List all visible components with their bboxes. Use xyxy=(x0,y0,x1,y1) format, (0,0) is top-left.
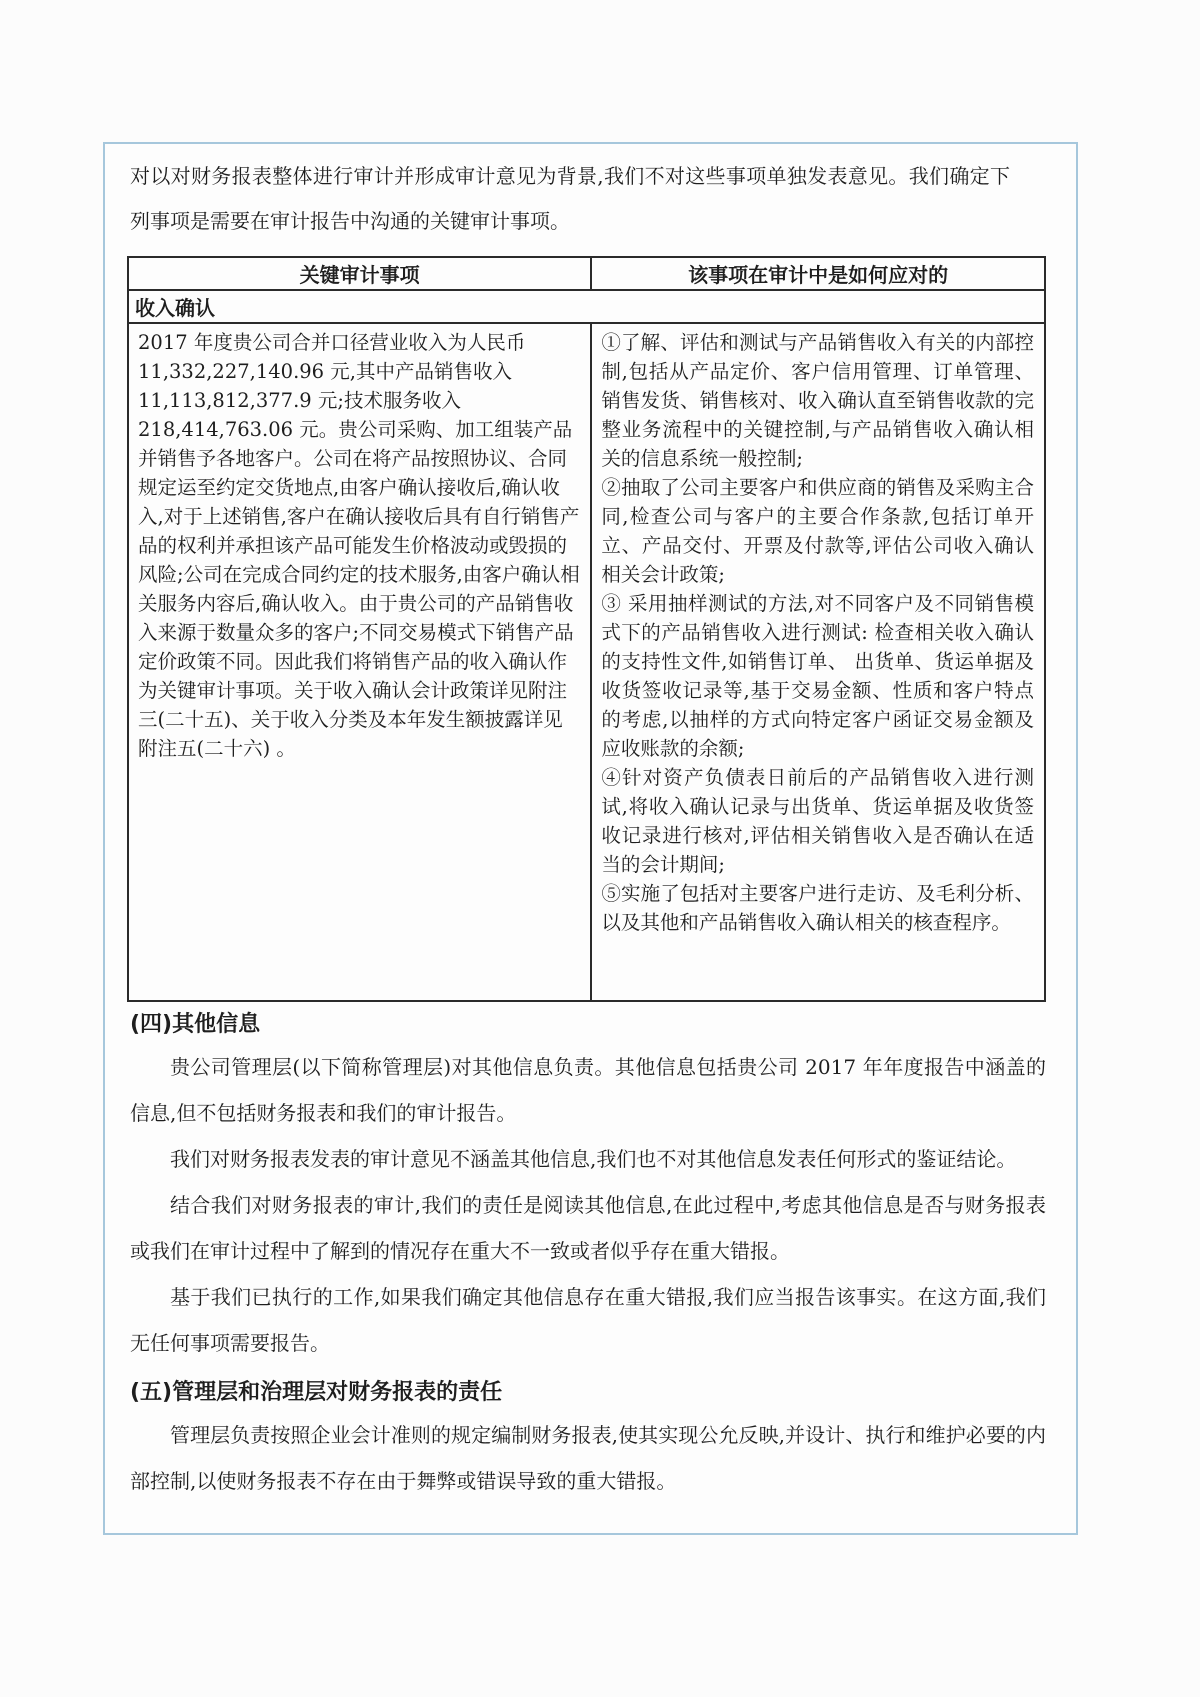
response-item-1: ①了解、评估和测试与产品销售收入有关的内部控制,包括从产品定价、客户信用管理、订单管理、销售发货、销售核对、收入确认直至销售收款的完整业务流程中的关键控制,与产品销售收入确认相关的信息系统一般控制; xyxy=(601,331,1034,470)
response-cell xyxy=(591,323,1045,1001)
section-paragraph: 结合我们对财务报表的审计,我们的责任是阅读其他信息,在此过程中,考虑其他信息是否与财务报表或我们在审计过程中了解到的情况存在重大不一致或者似乎存在重大错报。 xyxy=(130,1193,1046,1263)
section-heading-management-responsibility: (五)管理层和治理层对财务报表的责任 xyxy=(130,1380,503,1405)
key-matter-cell: 2017 年度贵公司合并口径营业收入为人民币11,332,227,140.96 元,其中产品销售收入11,113,812,377.9 元;技术服务收入218,414,763.06 元。贵公司采购、加工组装产品并销售予各地客户。公司在将产品按照协议、合同规定运至约定交货地点,由客户确认接收后,确认收入,对于上述销售,客户在确认接收后具有自行销售产品的权利并承担该产品可能发生价格波动或毁损的风险;公司在完成合同约定的技术服务,由客户确认相关服务内容后,确认收入。由于贵公司的产品销售收入来源于数量众多的客户;不同交易模式下销售产品定价政策不同。因此我们将销售产品的收入确认作为关键审计事项。关于收入确认会计政策详见附注三(二十五)、关于收入分类及本年发生额披露详见附注五(二十六) 。 xyxy=(128,323,591,1001)
section-paragraph: 贵公司管理层(以下简称管理层)对其他信息负责。其他信息包括贵公司 2017 年年度报告中涵盖的信息,但不包括财务报表和我们的审计报告。 xyxy=(130,1055,1046,1125)
response-item-3: ③ 采用抽样测试的方法,对不同客户及不同销售模式下的产品销售收入进行测试: 检查相关收入确认的支持性文件,如销售订单、 出货单、货运单据及收货签收记录等,基于交易金额、性质和客户特点的考虑,以抽样的方式向特定客户函证交易金额及应收账款的余额; xyxy=(601,592,1034,760)
table-header-row xyxy=(128,257,1045,290)
section-paragraph: 我们对财务报表发表的审计意见不涵盖其他信息,我们也不对其他信息发表任何形式的鉴证结论。 xyxy=(170,1147,1017,1171)
intro-paragraph: 对以对财务报表整体进行审计并形成审计意见为背景,我们不对这些事项单独发表意见。我们确定下列事项是需要在审计报告中沟通的关键审计事项。 xyxy=(130,164,1010,233)
document-border-frame xyxy=(103,142,1078,1535)
section-other-information xyxy=(130,1008,1046,1366)
table-content-row xyxy=(128,323,1045,1001)
section-management-responsibility xyxy=(130,1376,1046,1504)
table-group-row xyxy=(128,290,1045,323)
response-item-5: ⑤实施了包括对主要客户进行走访、及毛利分析、以及其他和产品销售收入确认相关的核查程序。 xyxy=(601,882,1034,934)
section-paragraph: 管理层负责按照企业会计准则的规定编制财务报表,使其实现公允反映,并设计、执行和维护必要的内部控制,以使财务报表不存在由于舞弊或错误导致的重大错报。 xyxy=(130,1423,1046,1493)
response-item-4: ④针对资产负债表日前后的产品销售收入进行测试,将收入确认记录与出货单、货运单据及收货签收记录进行核对,评估相关销售收入是否确认在适当的会计期间; xyxy=(601,766,1034,876)
section-paragraph: 基于我们已执行的工作,如果我们确定其他信息存在重大错报,我们应当报告该事实。在这方面,我们无任何事项需要报告。 xyxy=(130,1285,1046,1355)
section-heading-other-information: (四)其他信息 xyxy=(130,1012,261,1037)
key-audit-matters-table xyxy=(127,256,1046,1002)
table-header-response: 该事项在审计中是如何应对的 xyxy=(591,257,1045,290)
group-title-revenue-recognition: 收入确认 xyxy=(128,290,1045,323)
table-header-key-audit-matters: 关键审计事项 xyxy=(128,257,591,290)
response-item-2: ②抽取了公司主要客户和供应商的销售及采购主合同,检查公司与客户的主要合作条款,包括订单开立、产品交付、开票及付款等,评估公司收入确认相关会计政策; xyxy=(601,476,1034,586)
